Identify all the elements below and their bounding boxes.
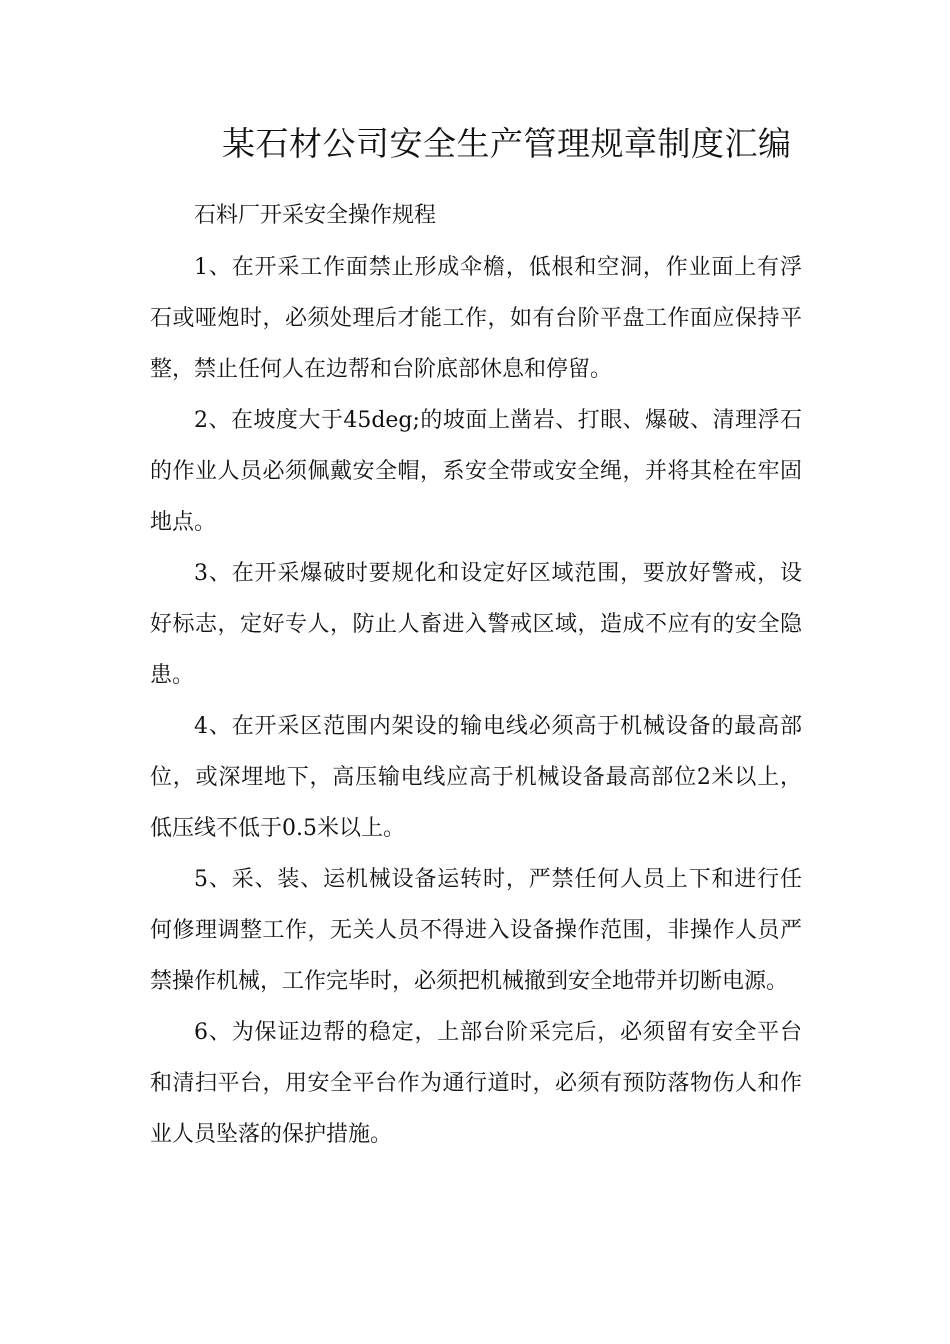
- clause-line: 2、在坡度大于45deg;的坡面上凿岩、打眼、爆破、清理浮石: [194, 408, 802, 433]
- clause-line: 和清扫平台，用安全平台作为通行道时，必须有预防落物伤人和作: [150, 1071, 802, 1096]
- clause-line: 好标志，定好专人，防止人畜进入警戒区域，造成不应有的安全隐: [150, 612, 802, 637]
- clause-line: 地点。: [150, 510, 217, 535]
- clause-line: 位，或深埋地下，高压输电线应高于机械设备最高部位2米以上，: [150, 765, 802, 790]
- clause-line: 的作业人员必须佩戴安全帽，系安全带或安全绳，并将其栓在牢固: [150, 459, 802, 484]
- clause-line: 业人员坠落的保护措施。: [150, 1122, 393, 1147]
- section-subtitle: 石料厂开采安全操作规程: [194, 203, 437, 228]
- clause-5: [150, 854, 802, 1007]
- clause-line: 何修理调整工作，无关人员不得进入设备操作范围，非操作人员严: [150, 918, 802, 943]
- clause-line: 整，禁止任何人在边帮和台阶底部休息和停留。: [150, 357, 613, 382]
- clause-line: 3、在开采爆破时要规化和设定好区域范围，要放好警戒，设: [194, 561, 802, 586]
- clause-6: [150, 1007, 802, 1160]
- clause-4: [150, 701, 802, 854]
- clause-line: 低压线不低于0.5米以上。: [150, 816, 405, 841]
- clause-line: 4、在开采区范围内架设的输电线必须高于机械设备的最高部: [194, 714, 802, 739]
- clause-line: 5、采、装、运机械设备运转时，严禁任何人员上下和进行任: [194, 867, 802, 892]
- clause-line: 禁操作机械，工作完毕时，必须把机械撤到安全地带并切断电源。: [150, 969, 789, 994]
- document-title: 某石材公司安全生产管理规章制度汇编: [222, 124, 792, 163]
- clause-2: [150, 395, 802, 548]
- clause-line: 石或哑炮时，必须处理后才能工作，如有台阶平盘工作面应保持平: [150, 306, 802, 331]
- clause-line: 1、在开采工作面禁止形成伞檐，低根和空洞，作业面上有浮: [194, 255, 802, 280]
- clause-line: 患。: [150, 663, 195, 688]
- clause-line: 6、为保证边帮的稳定，上部台阶采完后，必须留有安全平台: [194, 1020, 802, 1045]
- clause-3: [150, 548, 802, 701]
- clause-1: [150, 242, 802, 395]
- document-body: [150, 190, 802, 1160]
